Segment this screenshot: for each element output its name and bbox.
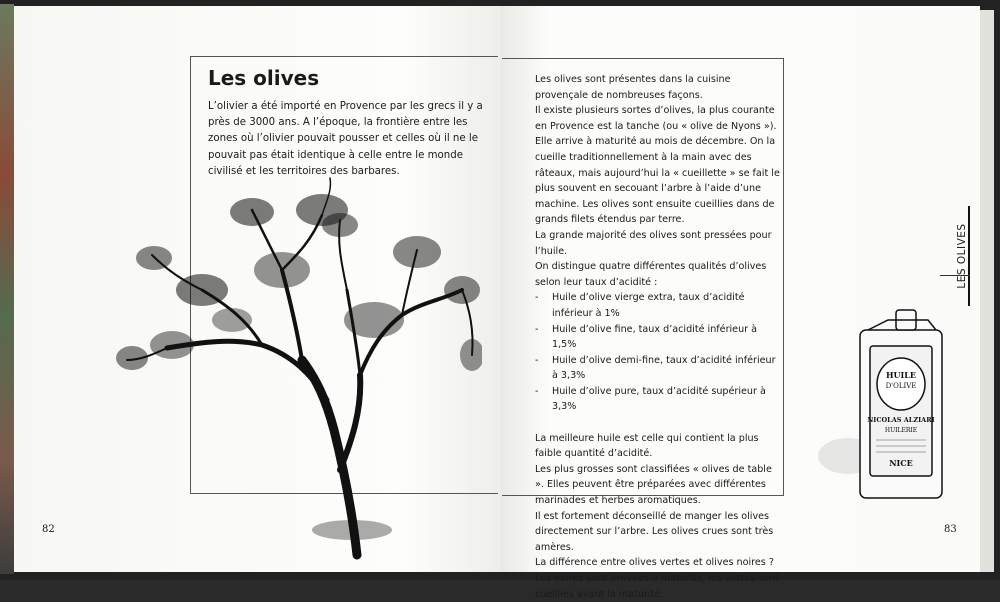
page-title: Les olives bbox=[208, 66, 320, 90]
can-label-brand: NICOLAS ALZIARI bbox=[867, 416, 935, 424]
page-edges-right bbox=[980, 10, 994, 572]
olive-oil-can-icon bbox=[818, 306, 948, 506]
paragraph: Elle arrive à maturité au mois de décembre. On la cueille traditionnellement à la main avec des râteaux, mais aujourd’hui la « cueillette » se fait le plus souvent en secouant l’arbre à l’aide d’une machine. Les olives sont ensuite cueillies dans de grands filets étendus par terre. bbox=[535, 136, 780, 226]
acidity-list bbox=[535, 290, 780, 415]
paragraph: La grande majorité des olives sont pressées pour l’huile. bbox=[535, 229, 772, 257]
paragraph: Les olives sont présentes dans la cuisine provençale de nombreuses façons. bbox=[535, 74, 731, 101]
list-item: - Huile d’olive pure, taux d’acidité supérieur à 3,3% bbox=[535, 384, 780, 415]
paragraph: La meilleure huile est celle qui contient la plus faible quantité d’acidité. bbox=[535, 432, 759, 460]
book-edge-left bbox=[0, 4, 14, 574]
can-label-line1: HUILE bbox=[886, 370, 916, 380]
can-label-line2: D'OLIVE bbox=[885, 382, 917, 390]
paragraph: On distingue quatre différentes qualités d’olives selon leur taux d’acidité : bbox=[535, 261, 767, 288]
list-item: - Huile d’olive fine, taux d’acidité inférieur à 1,5% bbox=[535, 322, 780, 353]
paragraph: La différence entre olives vertes et olives noires ? Les noires sont arrivées à maturité, les vertes sont cueillies avant la maturité. bbox=[535, 557, 779, 600]
list-item: - Huile d’olive demi-fine, taux d’acidité inférieur à 3,3% bbox=[535, 353, 780, 384]
right-page-text bbox=[535, 72, 780, 602]
side-tab bbox=[952, 222, 972, 290]
paragraph: Il existe plusieurs sortes d’olives, la plus courante en Provence est la tanche (ou « olive de Nyons »). bbox=[535, 105, 777, 132]
page-number-right: 83 bbox=[944, 524, 957, 535]
side-tab-label: LES OLIVES bbox=[956, 223, 968, 289]
page-number-left: 82 bbox=[42, 524, 55, 535]
paragraph: Les plus grosses sont classifiées « olives de table ». Elles peuvent être préparées avec différentes marinades et herbes aromatiques. bbox=[535, 463, 772, 507]
can-label-city: NICE bbox=[889, 458, 913, 468]
intro-text: L’olivier a été importé en Provence par les grecs il y a près de 3000 ans. A l’époque, la frontière entre les zones où l’olivier pouvait pousser et celles où il ne le pouvait pas était identique à celle entre le monde civilisé et les territoires des barbares. bbox=[208, 101, 483, 177]
list-item: - Huile d’olive vierge extra, taux d’acidité inférieur à 1% bbox=[535, 290, 780, 321]
paragraph-gap bbox=[535, 415, 780, 431]
intro-paragraph bbox=[208, 99, 490, 180]
olive-tree-icon bbox=[112, 170, 482, 560]
paragraph: Il est fortement déconseillé de manger les olives directement sur l’arbre. Les olives crues sont très amères. bbox=[535, 510, 774, 553]
can-label-line3: HUILERIE bbox=[884, 427, 918, 434]
